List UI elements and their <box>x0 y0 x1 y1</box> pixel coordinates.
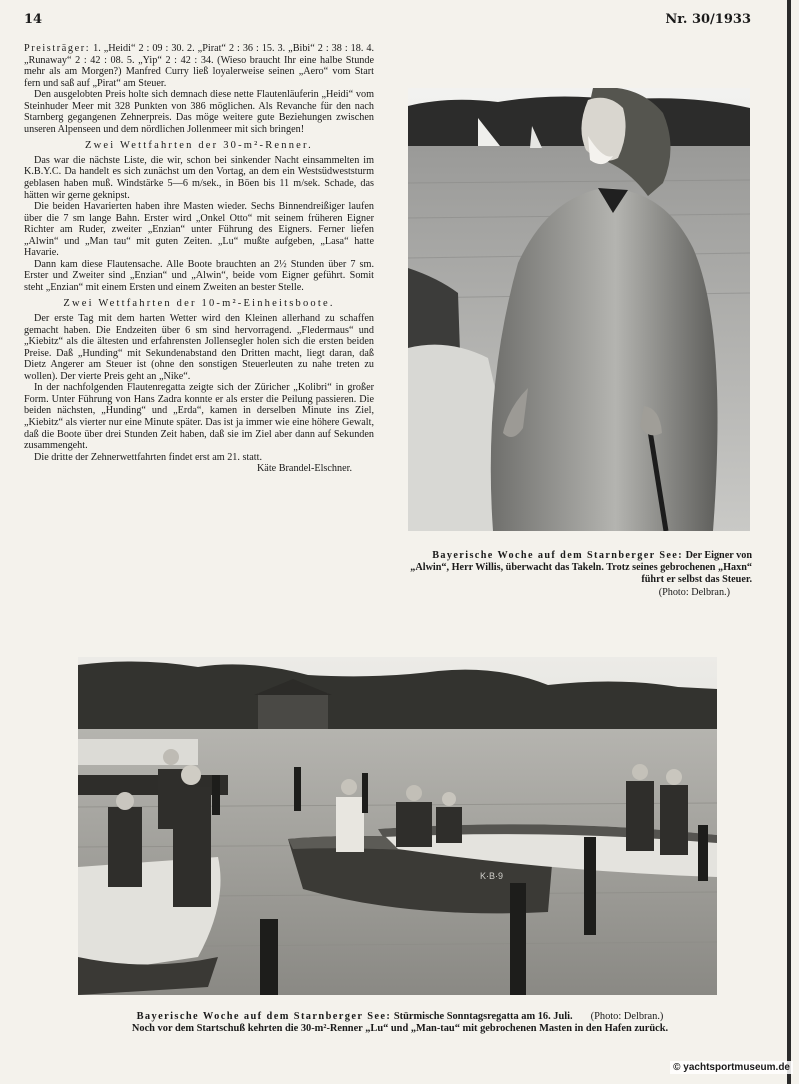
caption-top-photo <box>408 550 752 599</box>
paragraph-heidi: Den ausgelobten Preis holte sich demnach diese nette Flautenläuferin „Heidi“ vom Steinhuder Meer mit 328 Punkten von 386 möglichen. Als Revanche für den nach Starnberg gegangenen Zehnerpreis. Das möge weitere gute Beziehungen zwischen unseren Alpenseen und dem nördlichen Jollenmeer mit sich bringen! <box>24 89 374 135</box>
caption-top-credit: (Photo: Delbran.) <box>658 587 730 599</box>
article-column <box>24 43 374 475</box>
caption-bottom-line2: Noch vor dem Startschuß kehrten die 30-m²-Renner „Lu“ und „Man-tau“ mit gebrochenen Masten in den Hafen zurück. <box>131 1023 669 1034</box>
page-edge <box>787 0 791 1084</box>
heading-10m-boats: Zwei Wettfahrten der 10-m²-Einheitsboote. <box>63 298 335 310</box>
boat-marking: K·B·9 <box>480 871 504 881</box>
caption-bottom-credit: (Photo: Delbran.) <box>590 1011 664 1022</box>
caption-bottom-line1 <box>70 1011 730 1023</box>
paragraph-kolibri: In der nachfolgenden Flautenregatta zeigte sich der Züricher „Kolibri“ in großer Form. Unter Führung von Hans Zadra konnte er als erster die Peilung passieren. Die beiden nächsten, „Hunding“ und „Erda“, kamen in derselben Minute ins Ziel, „Kiebitz“ als vierter nur eine Minute später. Das ist ja immer wie eine höhere Gewalt, daß die Boote über drei Stunden Zeit haben, daß sie im Ziel aber dann auf Sekunden zusammengeht. <box>24 382 374 452</box>
caption-bottom-photo <box>70 1011 730 1035</box>
issue-number: Nr. 30/1933 <box>665 12 751 27</box>
caption-top-lead: Bayerische Woche auf dem Starnberger See: <box>432 550 684 561</box>
paragraph-first-day: Der erste Tag mit dem harten Wetter wird den Kleinen allerhand zu schaffen gemacht haben. Die Endzeiten über 6 sm sind hervorragend. „Fledermaus“ und „Kiebitz“ als die ältesten und erfahrensten Jollensegler holen sich die ersten beiden Preise. Daß „Hunding“ mit Sekundenabstand den Dritten macht, liegt daran, daß Dietz Angerer am Steuer ist (ohne den sonstigen Steuerleuten zu nahe treten zu wollen). Der vierte Preis geht an „Nike“. <box>24 313 374 382</box>
paragraph-third-race: Die dritte der Zehnerwettfahrten findet erst am 21. statt. <box>34 451 263 463</box>
page-number: 14 <box>24 12 43 27</box>
caption-top-text: Der Eigner von „Alwin“, Herr Willis, überwacht das Takeln. Trotz seines gebrochenen „Haxn“ führt er selbst das Steuer. <box>410 550 752 585</box>
photo-owner-alwin-image <box>408 88 750 531</box>
paragraph-damaged-boats: Die beiden Havarierten haben ihre Masten wieder. Sechs Binnendreißiger laufen über die 7 sm lange Bahn. Erster wird „Onkel Otto“ mit seinem früheren Eigner Richter am Ruder, zweiter „Enzian“ unter Führung des Eigners. Ferner liefen „Alwin“ und „Man tau“ mit guten Zeiten. „Lu“ mußte aufgeben, „Lasa“ hatte Havarie. <box>24 201 374 259</box>
photo-harbour-regatta-image <box>78 657 717 995</box>
paragraph-calm-race: Dann kam diese Flautensache. Alle Boote brauchten an 2½ Stunden über 7 sm. Erster und Zweiter sind „Enzian“ und „Alwin“, beide vom Eigner geführt. Somit steht „Enzian“ mit einem Ersten und einem Zweiten an bester Stelle. <box>24 258 374 293</box>
results-paragraph <box>24 43 374 89</box>
photo-harbour-regatta <box>78 657 717 995</box>
caption-bottom-text: Stürmische Sonntagsregatta am 16. Juli. <box>391 1011 573 1022</box>
watermark: © yachtsportmuseum.de <box>670 1061 793 1074</box>
results-text: 1. „Heidi“ 2 : 09 : 30. 2. „Pirat“ 2 : 36 : 15. 3. „Bibi“ 2 : 38 : 18. 4. „Runaway“ 2 : 42 : 08. 5. „Yip“ 2 : 42 : 34. (Wieso braucht Ihr eine halbe Stunde mehr als am Morgen?) Manfred Curry ließ loyalerweise seinen „Aero“ vom Start fern und saß auf „Pirat“ am Steuer. <box>24 43 374 89</box>
heading-30m-racers: Zwei Wettfahrten der 30-m²-Renner. <box>85 140 313 152</box>
paragraph-storm: Das war die nächste Liste, die wir, schon bei sinkender Nacht einsammelten im K.B.Y.C. Da handelt es sich zunächst um den Vortag, an dem ein Westsüdweststurm geblasen haben muß. Windstärke 5—6 m/sek., in Böen bis 11 m/sek. Schade, das hätten wir gerne geknipst. <box>24 154 374 201</box>
author: Käte Brandel-Elschner. <box>256 463 352 475</box>
results-lead: Preisträger: <box>24 43 91 54</box>
photo-owner-alwin <box>408 88 750 531</box>
caption-bottom-lead: Bayerische Woche auf dem Starnberger See: <box>136 1011 392 1022</box>
